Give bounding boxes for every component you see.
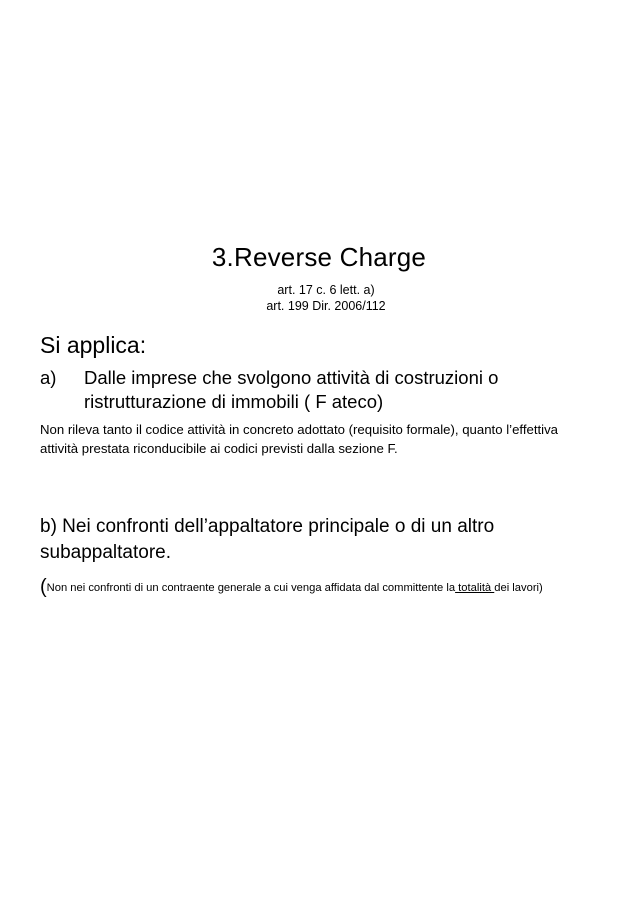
section-heading: Si applica: [40, 332, 147, 358]
note-a: Non rileva tanto il codice attività in concreto adottato (requisito formale), quanto l’effettiva attività prestata riconducibile ai codici previsti dalla sezione F. [40, 422, 559, 456]
note-b-part2: dei lavori) [494, 582, 543, 594]
list-marker-a: a) [40, 367, 57, 388]
list-item-a-text: Dalle imprese che svolgono attività di costruzioni o ristrutturazione di immobili ( F ateco) [84, 367, 499, 412]
note-b-underlined: totalità [455, 582, 495, 594]
note-b [40, 578, 600, 598]
list-item-a [40, 366, 600, 414]
legal-reference-1: art. 17 c. 6 lett. a) [277, 283, 375, 297]
legal-reference-2: art. 199 Dir. 2006/112 [266, 299, 386, 313]
note-b-paren: ( [40, 576, 47, 598]
list-item-b: b) Nei confronti dell’appaltatore principale o di un altro subappaltatore. [40, 516, 495, 563]
slide-title: 3.Reverse Charge [211, 242, 427, 272]
note-b-part1: Non nei confronti di un contraente generale a cui venga affidata dal committente la [46, 582, 456, 594]
